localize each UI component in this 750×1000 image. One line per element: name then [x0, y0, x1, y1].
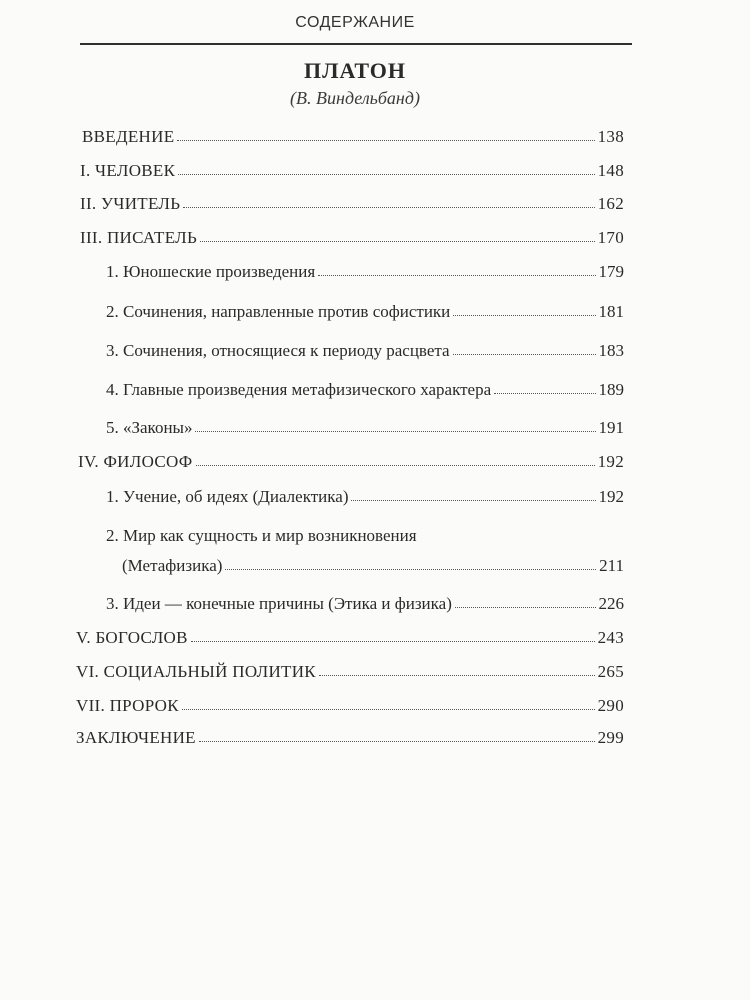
toc-subentry — [106, 341, 624, 361]
leader-dots — [318, 274, 595, 276]
toc-entry-page: 299 — [597, 728, 624, 747]
toc-entry-title: 4. Главные произведения метафизического характера — [106, 380, 492, 399]
toc-entry-page: 192 — [598, 487, 624, 506]
toc-entry-title: II. УЧИТЕЛЬ — [80, 194, 181, 213]
toc-entry-title: ВВЕДЕНИЕ — [82, 127, 175, 146]
leader-dots — [191, 640, 595, 642]
toc-subentry — [106, 594, 624, 614]
toc-entry-page: 290 — [597, 696, 624, 715]
toc-subentry — [122, 556, 624, 576]
toc-entry-title: 1. Юношеские произведения — [106, 262, 316, 281]
toc-entry-title: 3. Идеи — конечные причины (Этика и физика) — [106, 594, 452, 613]
toc-entry-title: 3. Сочинения, относящиеся к периоду расцвета — [106, 341, 450, 360]
toc-entry-title-continued: (Метафизика) — [122, 556, 223, 575]
toc-subentry — [106, 262, 624, 282]
leader-dots — [351, 499, 595, 501]
toc-entry-title: VII. ПРОРОК — [76, 696, 179, 715]
toc-entry-page: 170 — [597, 228, 624, 247]
toc-entry-page: 211 — [599, 556, 624, 575]
toc-entry-title: V. БОГОСЛОВ — [76, 628, 188, 647]
toc-entry-title: I. ЧЕЛОВЕК — [80, 161, 176, 180]
toc-subentry-first-line: 2. Мир как сущность и мир возникновения — [106, 526, 417, 545]
leader-dots — [455, 606, 596, 608]
toc-entry-page: 179 — [598, 262, 624, 281]
toc-entry-page: 243 — [597, 628, 624, 647]
toc-entry-chapter-7 — [76, 696, 624, 716]
toc-entry-chapter-6 — [76, 662, 624, 682]
leader-dots — [178, 173, 594, 175]
toc-entry-page: 226 — [598, 594, 624, 613]
toc-entry-title: 5. «Законы» — [106, 418, 193, 437]
leader-dots — [453, 353, 596, 355]
toc-entry-page: 148 — [597, 161, 624, 180]
section-author: (В. Виндельбанд) — [290, 88, 420, 108]
section-title: ПЛАТОН — [303, 58, 407, 83]
leader-dots — [196, 464, 595, 466]
leader-dots — [225, 568, 596, 570]
toc-entry-page: 181 — [598, 302, 624, 321]
toc-entry-chapter-3 — [80, 228, 624, 248]
toc-entry-title: 2. Сочинения, направленные против софистики — [106, 302, 451, 321]
toc-subentry — [106, 380, 624, 400]
running-head: СОДЕРЖАНИЕ — [295, 14, 415, 31]
toc-subentry — [106, 487, 624, 507]
leader-dots — [453, 314, 595, 316]
leader-dots — [200, 240, 595, 242]
toc-entry-page: 183 — [598, 341, 624, 360]
toc-entry-page: 192 — [597, 452, 624, 471]
leader-dots — [319, 674, 595, 676]
toc-entry-title: III. ПИСАТЕЛЬ — [80, 228, 198, 247]
toc-entry-page: 265 — [597, 662, 624, 681]
toc-entry-title: 1. Учение, об идеях (Диалектика) — [106, 487, 349, 506]
leader-dots — [183, 206, 594, 208]
toc-entry-introduction — [82, 127, 624, 147]
header-rule — [80, 43, 632, 45]
toc-entry-title: IV. ФИЛОСОФ — [78, 452, 193, 471]
toc-entry-page: 162 — [597, 194, 624, 213]
leader-dots — [182, 708, 595, 710]
toc-entry-page: 189 — [598, 380, 624, 399]
leader-dots — [494, 392, 595, 394]
toc-entry-chapter-4 — [78, 452, 624, 472]
toc-entry-title: VI. СОЦИАЛЬНЫЙ ПОЛИТИК — [76, 662, 316, 681]
toc-entry-chapter-5 — [76, 628, 624, 648]
toc-entry-chapter-1 — [80, 161, 624, 181]
leader-dots — [195, 430, 595, 432]
toc-subentry — [106, 418, 624, 438]
toc-entry-chapter-2 — [80, 194, 624, 214]
toc-entry-page: 191 — [598, 418, 624, 437]
toc-entry-conclusion — [76, 728, 624, 748]
toc-entry-title: ЗАКЛЮЧЕНИЕ — [76, 728, 196, 747]
leader-dots — [177, 139, 594, 141]
toc-subentry — [106, 302, 624, 322]
toc-entry-page: 138 — [597, 127, 624, 146]
leader-dots — [199, 740, 595, 742]
